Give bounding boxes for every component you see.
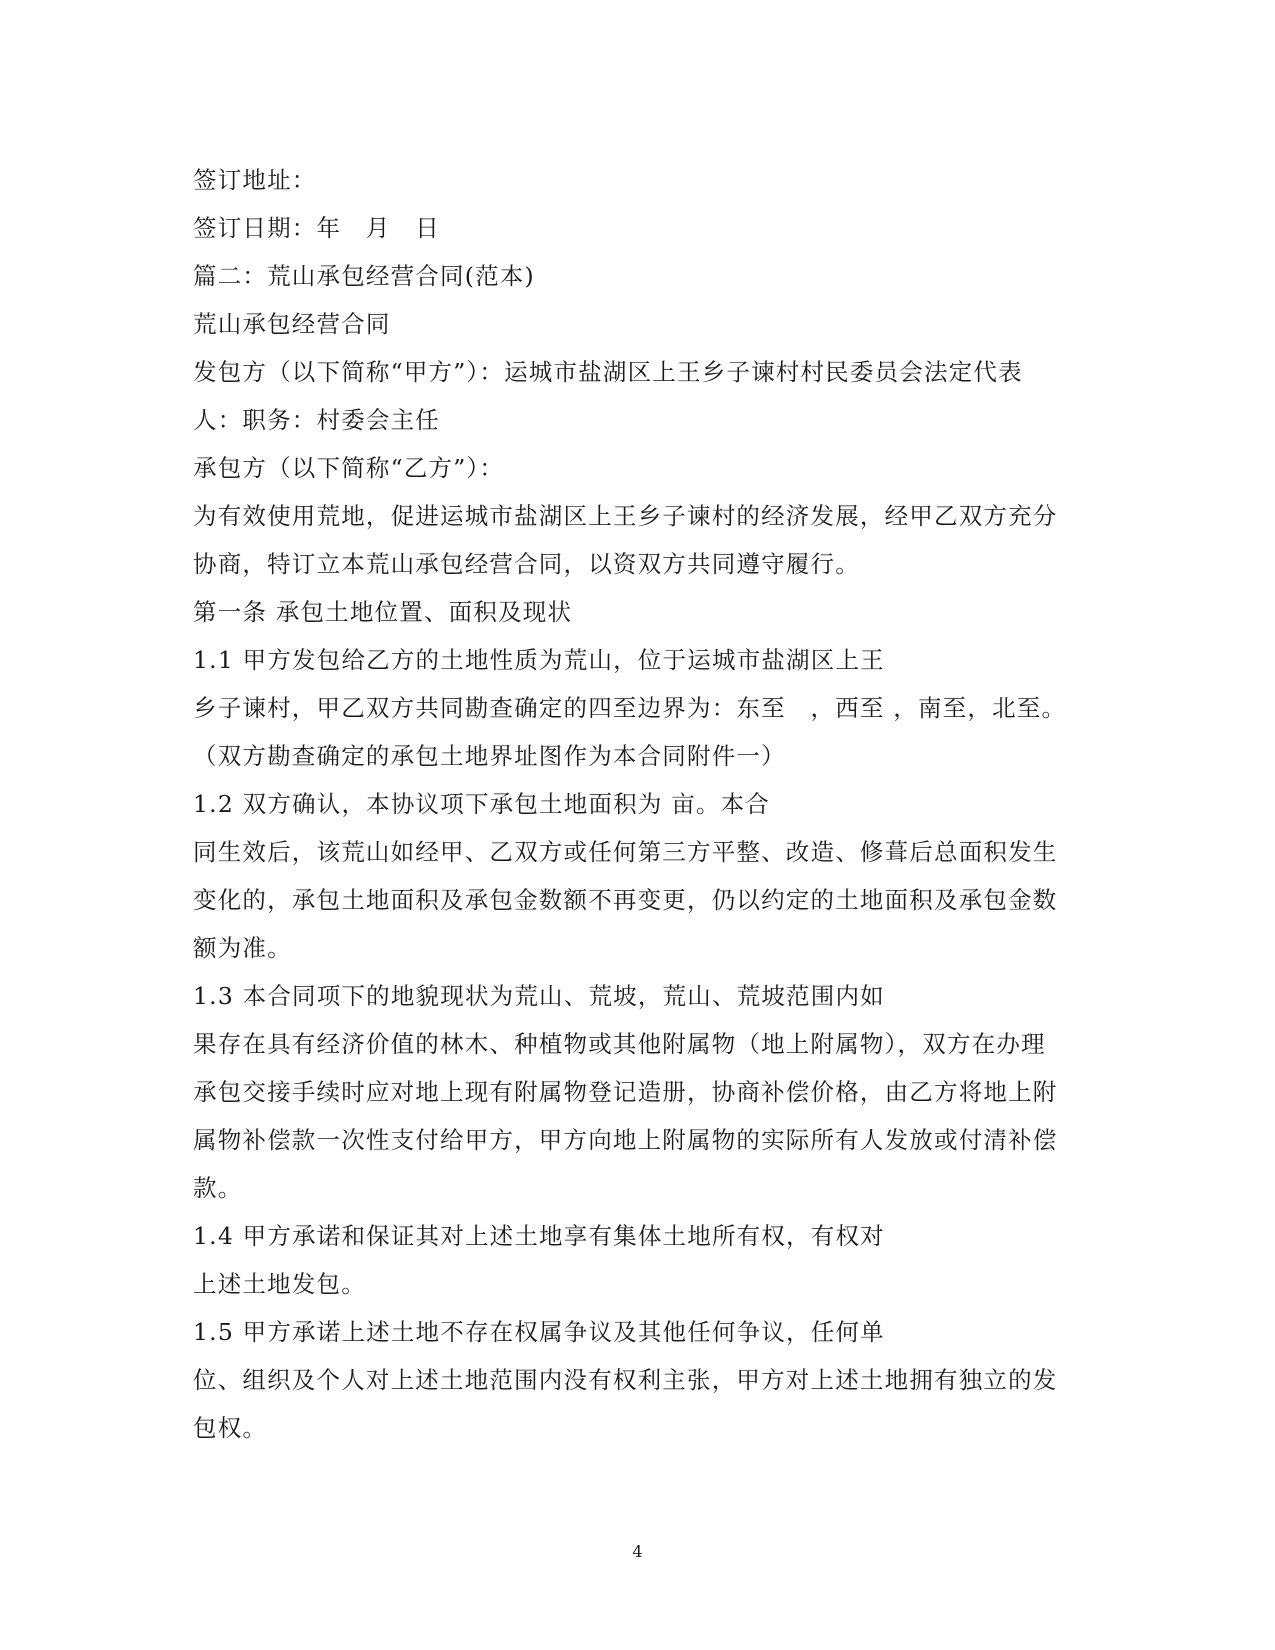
text-line: 承包交接手续时应对地上现有附属物登记造册，协商补偿价格，由乙方将地上附 — [193, 1078, 1058, 1106]
text-line: 变化的，承包土地面积及承包金数额不再变更，仍以约定的土地面积及承包金数 — [193, 886, 1058, 914]
text-line: 款。 — [193, 1174, 243, 1202]
contract-body — [193, 156, 1083, 1452]
text-line: 属物补偿款一次性支付给甲方，甲方向地上附属物的实际所有人发放或付清补偿 — [193, 1126, 1058, 1154]
text-line: 位、组织及个人对上述土地范围内没有权利主张，甲方对上述土地拥有独立的发 — [193, 1366, 1058, 1394]
clause-line: 1.2 双方确认，本协议项下承包土地面积为 亩。本合 — [193, 790, 771, 818]
text-line: 签订日期：年 月 日 — [193, 214, 440, 242]
clause-line: 1.1 甲方发包给乙方的土地性质为荒山，位于运城市盐湖区上王 — [193, 646, 885, 674]
page-number: 4 — [632, 1542, 643, 1561]
text-line: 乡子谏村，甲乙双方共同勘查确定的四至边界为：东至 ，西至 ，南至，北至。 — [193, 694, 1067, 722]
text-line: 同生效后，该荒山如经甲、乙双方或任何第三方平整、改造、修葺后总面积发生 — [193, 838, 1058, 866]
text-line: 承包方（以下简称“乙方”）： — [193, 454, 505, 482]
text-line: 人：职务：村委会主任 — [193, 406, 440, 434]
text-line: 果存在具有经济价值的林木、种植物或其他附属物（地上附属物），双方在办理 — [193, 1030, 1046, 1058]
text-line: 上述土地发包。 — [193, 1270, 366, 1298]
clause-line: 1.4 甲方承诺和保证其对上述土地享有集体土地所有权，有权对 — [193, 1222, 885, 1250]
text-line: 额为准。 — [193, 934, 292, 962]
article-heading: 第一条 承包土地位置、面积及现状 — [193, 598, 573, 626]
text-line: 签订地址： — [193, 166, 317, 194]
contract-title: 荒山承包经营合同 — [193, 310, 391, 338]
text-line: 协商，特订立本荒山承包经营合同，以资双方共同遵守履行。 — [193, 550, 860, 578]
clause-line: 1.5 甲方承诺上述土地不存在权属争议及其他任何争议，任何单 — [193, 1318, 885, 1346]
text-line: 包权。 — [193, 1414, 268, 1442]
clause-line: 1.3 本合同项下的地貌现状为荒山、荒坡，荒山、荒坡范围内如 — [193, 982, 885, 1010]
text-line: 发包方（以下简称“甲方”）：运城市盐湖区上王乡子谏村村民委员会法定代表 — [193, 358, 1023, 386]
text-line: （双方勘查确定的承包土地界址图作为本合同附件一） — [193, 742, 786, 770]
section-heading: 篇二：荒山承包经营合同(范本) — [193, 262, 535, 290]
text-line: 为有效使用荒地，促进运城市盐湖区上王乡子谏村的经济发展，经甲乙双方充分 — [193, 502, 1058, 530]
